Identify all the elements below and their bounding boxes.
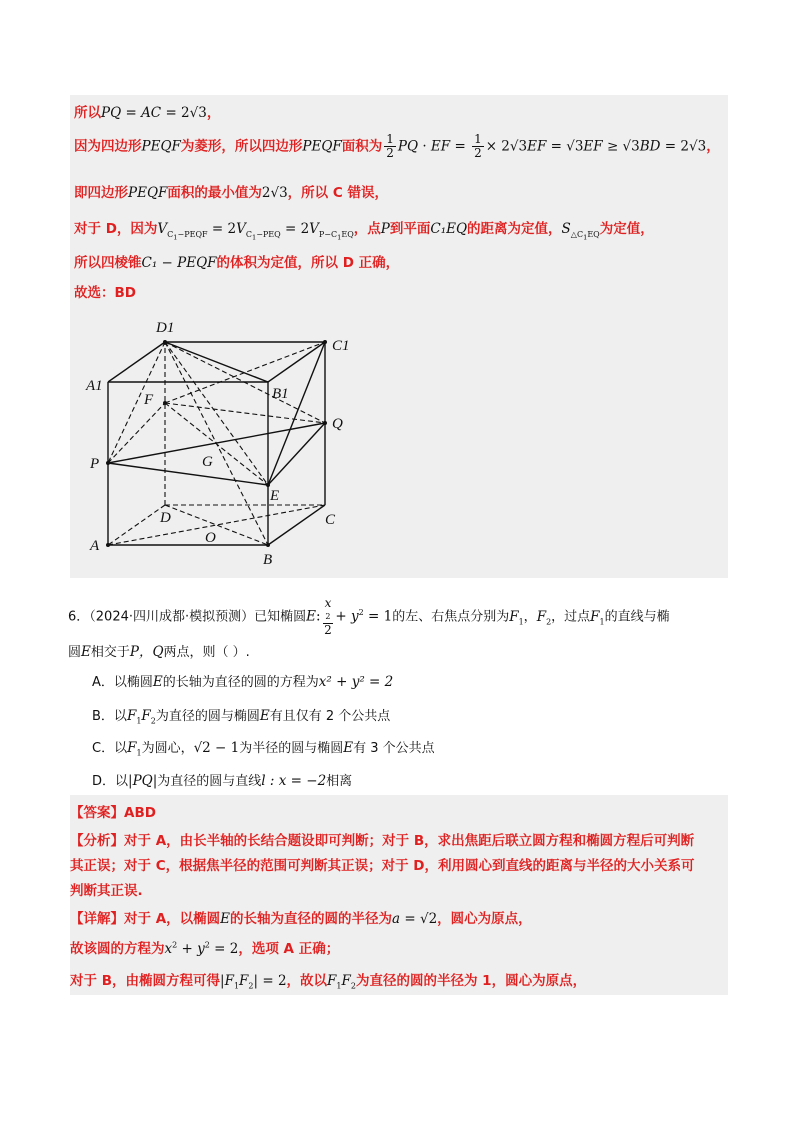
question-stem-line-1: 6．（2024·四川成都·模拟预测）已知椭圆E: x 2 2 + $y^2 = 1$的左、右焦点分别为$F_1$，$F_2$，过点$F_1$的直线与椭	[68, 596, 670, 637]
detail-line-1: 【详解】对于 A，以椭圆E的长轴为直径的圆的半径为a = √2，圆心为原点，	[70, 911, 532, 927]
label-C1: C1	[332, 338, 350, 354]
edge-BC	[268, 505, 325, 545]
edge-EC1	[268, 342, 325, 485]
solution-line-2: 因为四边形PEQF为菱形，所以四边形PEQF面积为 $\frac{1}{2}$ PQ · EF = $\frac{1}{2}$ × 2√3EF = √3EF ≥ √3BD = 2√3，	[74, 132, 720, 160]
question-stem-line-2: 圆E相交于P，Q两点，则（ ）.	[68, 644, 250, 660]
solution-line-4: 对于 D，因为$V_{C_1-PEQF} = 2V_{C_1-PEQ} = 2V_{P-C_1EQ}$，点P到平面C₁EQ的距离为定值，$S_{\triangle C_1EQ}$为定值，	[74, 221, 654, 242]
option-D[interactable]: D．以|PQ|为直径的圆与直线l : x = −2相离	[92, 773, 353, 789]
solution-background-bottom	[70, 795, 728, 995]
edge-FQ	[165, 403, 325, 423]
label-G: G	[202, 454, 213, 470]
option-C[interactable]: C．以$F_1$为圆心，√2 − 1为半径的圆与椭圆E有 3 个公共点	[92, 740, 435, 758]
fraction-half-2: $\frac{1}{2}$	[474, 132, 482, 160]
edge-D1B	[165, 342, 268, 545]
solution-line-3: 即四边形PEQF面积的最小值为2√3，所以 C 错误，	[74, 185, 388, 201]
analysis-line-1: 【分析】对于 A，由长半轴的长结合题设即可判断；对于 B，求出焦距后联立圆方程和椭圆方程后可判断	[70, 833, 695, 849]
analysis-line-2: 其正误；对于 C，根据焦半径的范围可判断其正误；对于 D，利用圆心到直线的距离与半径的大小关系可	[70, 858, 695, 874]
label-B1: B1	[272, 386, 289, 402]
detail-line-3: 对于 B，由椭圆方程可得$|F_1F_2| = 2$，故以$F_1F_2$为直径的圆的半径为 1，圆心为原点，	[70, 973, 587, 991]
option-A[interactable]: A．以椭圆E的长轴为直径的圆的方程为x² + y² = 2	[92, 674, 394, 690]
label-A: A	[90, 538, 100, 554]
label-F: F	[144, 392, 154, 408]
edge-DB	[165, 505, 268, 545]
solution-line-5: 所以四棱锥C₁ − PEQF的体积为定值，所以 D 正确，	[74, 255, 400, 271]
cube-figure	[80, 310, 350, 575]
edge-D1B1	[165, 342, 268, 382]
edge-D1P	[108, 342, 165, 463]
label-O: O	[205, 530, 216, 546]
answer-line: 【答案】ABD	[70, 805, 156, 821]
label-Q: Q	[332, 416, 343, 432]
label-B: B	[263, 552, 273, 568]
analysis-line-3: 判断其正误.	[70, 883, 143, 899]
edge-DA	[108, 505, 165, 545]
label-A1: A1	[86, 378, 103, 394]
solution-line-1: 所以PQ = AC = 2√3，	[74, 105, 221, 121]
detail-line-2: 故该圆的方程为$x^2 + y^2 = 2$，选项 A 正确；	[70, 940, 340, 957]
option-B[interactable]: B．以$F_1F_2$为直径的圆与椭圆E有且仅有 2 个公共点	[92, 708, 391, 726]
label-D1: D1	[156, 320, 175, 336]
edge-PE	[108, 463, 268, 485]
solution-line-6: 故选：BD	[74, 285, 136, 301]
edge-A1D1	[108, 342, 165, 382]
label-P: P	[90, 456, 100, 472]
label-D: D	[160, 510, 171, 526]
label-C: C	[325, 512, 336, 528]
fraction-half: $\frac{1}{2}$	[386, 132, 394, 160]
label-E: E	[270, 488, 280, 504]
edge-AC	[108, 505, 325, 545]
